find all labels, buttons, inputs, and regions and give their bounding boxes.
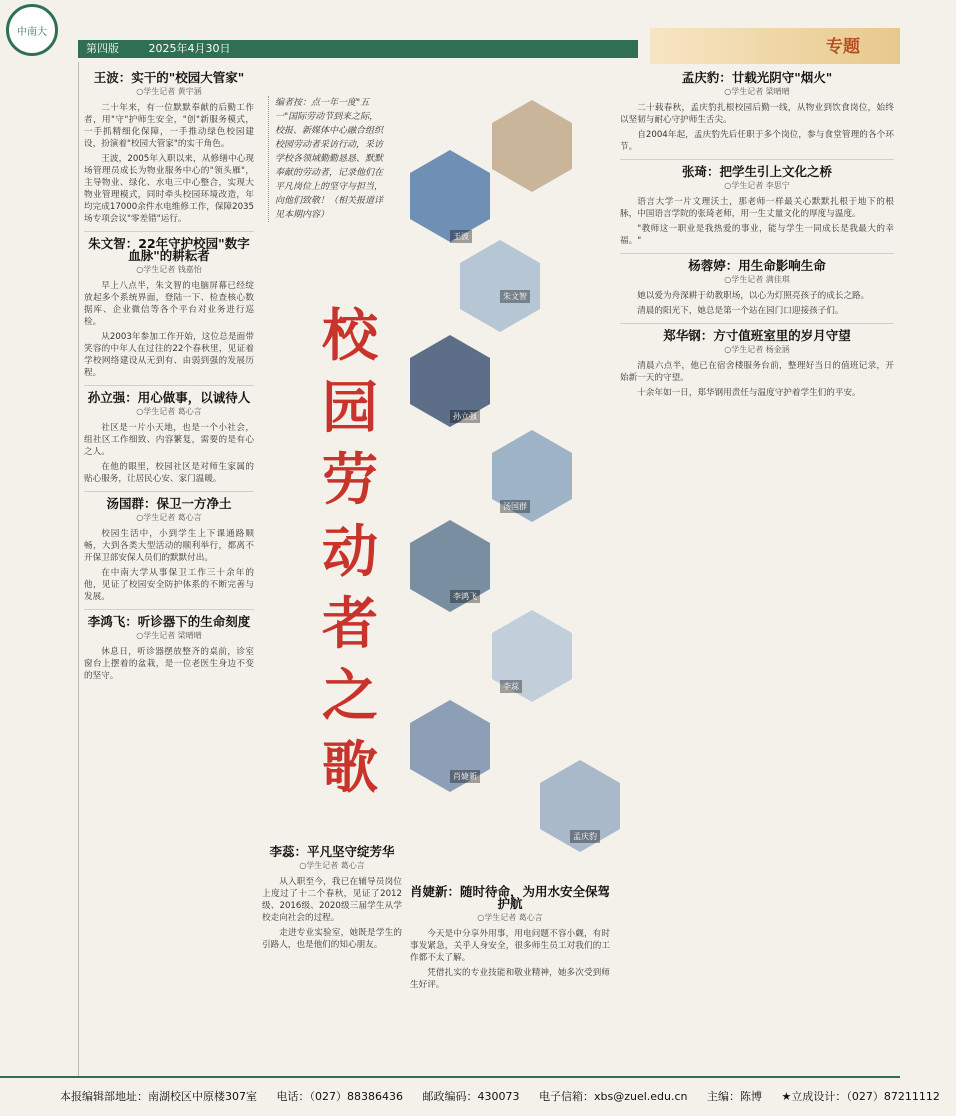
footer-phone: 电话：（027）88386436 (276, 1090, 403, 1103)
article-paragraph: 校园生活中，小到学生上下课通路顺畅，大到各类大型活动的顺利举行，都离不开保卫部安保人员们的默默付出。 (84, 529, 254, 563)
article-title: 杨蓉婷：用生命影响生命 (688, 258, 826, 273)
editor-note: 编者按：点一年一度"五一"国际劳动节到来之际，校报、新媒体中心融合组织校园劳动者采访行动，采访学校各领域勤勤恳恳、默默奉献的劳动者，记录他们在平凡岗位上的坚守与担当，向他们致敬！（相关报道详见本期内容） (268, 96, 386, 222)
article-paragraph: 走进专业实验室，她既是学生的引路人，也是他们的知心朋友。 (262, 928, 402, 950)
article-title: 李蕊：平凡坚守绽芳华 (269, 844, 395, 859)
article-paragraph: 今天是中分享外用事，用电问题不容小觑，有时事发紧急，关乎人身安全，很多师生员工对我们的工作都不太了解。 (410, 929, 610, 963)
center-column-b (410, 880, 610, 1070)
footer-online: ★立成设计：（027）87211112 (781, 1090, 940, 1103)
topic-label: 专题 (826, 37, 860, 57)
article-paragraph: 二十年来，有一位默默奉献的后勤工作者，用"守"护师生安全，"创"新服务模式，一手抓精细化保障，一手推动绿色校园建设，扮演着"校园大管家"的实干角色。 (84, 103, 254, 149)
article-title: 朱文智：22年守护校园"数字血脉"的耕耘者 (88, 236, 250, 263)
footer-editor: 主编：陈博 (707, 1090, 763, 1103)
edition-label: 第四版 (86, 42, 119, 55)
article-paragraph: 语言大学一片文理沃土，那老师一样最关心默默扎根于地下的根脉，中国语言学院的张琦老师，用一生丈量文化的厚度与温度。 (620, 197, 894, 219)
article-paragraph: 在他的眼里，校园社区是对师生家属的贴心服务，让居民心安、家门温暖。 (84, 462, 254, 484)
article-title: 汤国群：保卫一方净土 (106, 496, 232, 511)
article-paragraph: "教师这一职业是我热爱的事业，能与学生一同成长是我最大的幸福。" (620, 224, 894, 246)
article-title: 肖婕新：随时待命，为用水安全保驾护航 (410, 884, 611, 911)
article-paragraph: 二十载春秋，孟庆豹扎根校园后勤一线，从物业到饮食岗位，始终以坚韧与耐心守护师生舌尖。 (620, 103, 894, 125)
article-paragraph: 早上八点半，朱文智的电脑屏幕已经绽放起多个系统界面，登陆一下、检查核心数据库、企业微信等各个平台对业务进行巡检。 (84, 281, 254, 327)
article-byline: ○学生记者 葛心言 (477, 913, 543, 922)
photo-caption: 王波 (450, 230, 472, 243)
issue-date: 2025年4月30日 (148, 42, 231, 55)
article-paragraph: 王波，2005年入职以来，从修缮中心现场管理员成长为物业服务中心的"领头雁"，主导物业、绿化、水电三中心整合，实现大物业管理模式，同时牵头校园环境改造，年均完成17000余件水电维修工作，保障2035场专项会议"零差错"运行。 (84, 154, 254, 224)
article-title: 孙立强：用心做事，以诚待人 (87, 390, 251, 405)
article-paragraph: 在中南大学从事保卫工作三十余年的他，见证了校园安全防护体系的不断完善与发展。 (84, 568, 254, 602)
photo-caption: 李蕊 (500, 680, 522, 693)
article-title: 孟庆豹：廿载光阴守"烟火" (681, 70, 833, 85)
article-paragraph: 她以爱为舟深耕于幼教职场，以心为灯照亮孩子的成长之路。 (637, 291, 870, 301)
photo-caption: 汤国群 (500, 500, 530, 513)
article-paragraph: 从入职至今，我已在辅导员岗位上度过了十二个春秋，见证了2012级、2016级、2020级三届学生从学校走向社会的过程。 (262, 877, 402, 923)
photo-caption: 孟庆豹 (570, 830, 600, 843)
article-paragraph: 清晨六点半，他已在宿舍楼服务台前，整理好当日的值班记录，开始新一天的守望。 (620, 361, 894, 383)
article-paragraph: 十余年如一日，郑华钢用责任与温度守护着学生们的平安。 (637, 388, 861, 398)
article-title: 王波：实干的"校园大管家" (93, 70, 245, 85)
topic-banner (650, 28, 900, 64)
article-byline: ○学生记者 满佳琪 (724, 275, 790, 284)
article-paragraph: 自2004年起，孟庆豹先后任职于多个岗位，参与食堂管理的各个环节。 (620, 130, 894, 152)
photo-caption: 朱文智 (500, 290, 530, 303)
article-byline: ○学生记者 李思宁 (724, 181, 790, 190)
article-paragraph: 清晨的阳光下，她总是第一个站在园门口迎接孩子们。 (637, 306, 844, 316)
edition-bar (78, 40, 638, 58)
article-byline: ○学生记者 钱嘉怡 (136, 265, 202, 274)
article-byline: ○学生记者 葛心言 (299, 861, 365, 870)
footer-address: 本报编辑部地址：南湖校区中原楼307室 (60, 1090, 257, 1103)
article-paragraph: 从2003年参加工作开始，这位总是面带笑容的中年人在过往的22个春秋里，见证着学校网络建设从无到有、由弱到强的发展历程。 (84, 332, 254, 378)
article-title: 张琦：把学生引上文化之桥 (681, 164, 832, 179)
left-column (84, 66, 254, 1071)
article-paragraph: 社区是一片小天地，也是一个小社会，组社区工作细致、内容繁复，需要的是有心之人。 (84, 423, 254, 457)
photo-caption: 肖婕新 (450, 770, 480, 783)
article-byline: ○学生记者 葛心言 (136, 513, 202, 522)
article-byline: ○学生记者 黄宇涵 (136, 87, 202, 96)
footer-email: 电子信箱：xbs@zuel.edu.cn (538, 1090, 688, 1103)
footer-postcode: 邮政编码：430073 (422, 1090, 520, 1103)
article-title: 李鸿飞：听诊器下的生命刻度 (87, 614, 251, 629)
photo-caption: 孙立强 (450, 410, 480, 423)
university-logo: 中南大 (6, 4, 58, 56)
article-title: 郑华钢：方寸值班室里的岁月守望 (663, 328, 851, 343)
right-column (620, 66, 894, 1071)
page-header (0, 0, 900, 62)
article-byline: ○学生记者 梁晴晴 (136, 631, 202, 640)
page-footer (0, 1076, 940, 1114)
article-byline: ○学生记者 梁晴晴 (724, 87, 790, 96)
article-paragraph: 凭借扎实的专业技能和敬业精神，她多次受到师生好评。 (410, 968, 610, 990)
article-paragraph: 休息日，听诊器摆放整齐的桌前，诊室窗台上摆着的盆栽，是一位老医生身边不变的坚守。 (84, 647, 254, 681)
article-byline: ○学生记者 葛心言 (136, 407, 202, 416)
feature-title: 校园劳动者之歌 (322, 303, 378, 801)
center-column-a (262, 840, 402, 1070)
photo-caption: 李鸿飞 (450, 590, 480, 603)
article-byline: ○学生记者 杨金涵 (724, 345, 790, 354)
